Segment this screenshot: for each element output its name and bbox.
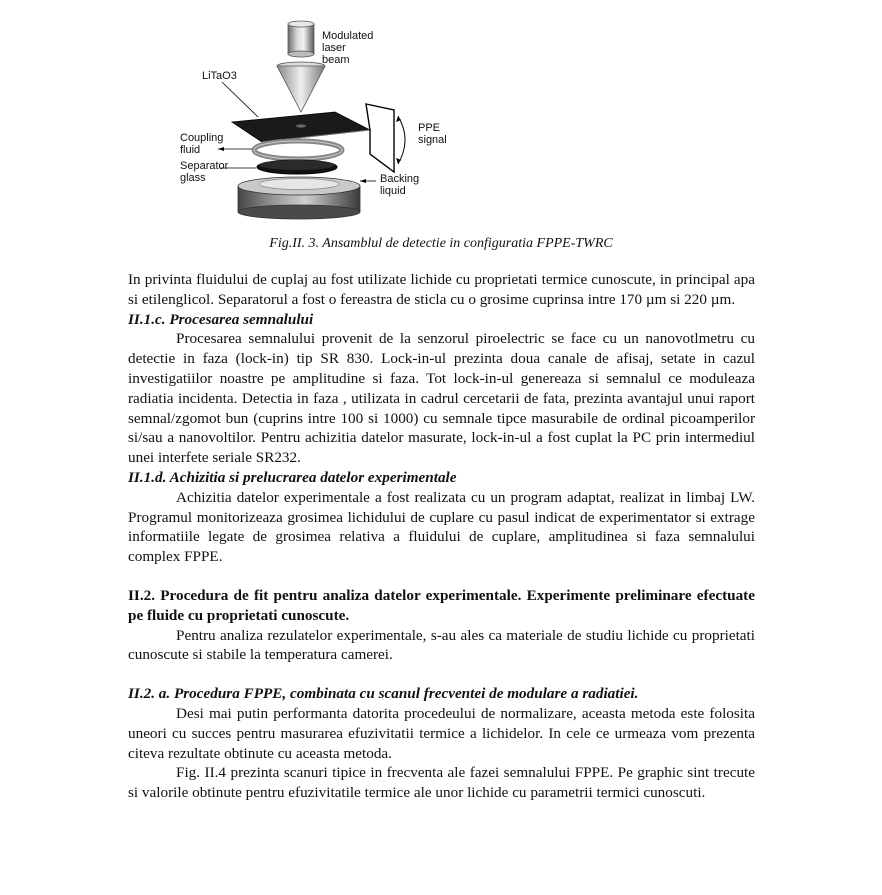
laser-beam-cone [277,66,325,112]
coupling-fluid-label: Coupling fluid [180,132,224,156]
figure-caption: Fig.II. 3. Ansamblul de detectie in configuratia FPPE-TWRC [269,236,613,251]
paragraph-fppe-procedure: Desi mai putin performanta datorita procedeului de normalizare, aceasta metoda este folosita uneori cu succes pentru masurarea efuzivitatii termice a lichidelor. In cele ce urmeaza vom prezenta citeva rezultate obtinute cu aceasta metoda. [128,704,755,762]
paragraph-fig-ii4: Fig. II.4 prezinta scanuri tipice in frecventa ale fazei semnalului FPPE. Pe graphic sint trecute si valorile obtinute pentru efuzivitatile termice ale unor lichide cu parametrii termici cunoscuti. [128,764,755,802]
paragraph-signal-processing: Procesarea semnalului provenit de la senzorul piroelectric se face cu un nanovotlmetru cu detectie in faza (lock-in) tip SR 830. Lock-in-ul prezinta doua canale de afisaj, setate in cazul investigatiilor noastre pe amplitudine si faza. Tot lock-in-ul genereaza si semnalul ce moduleaza radiatia incidenta. Detectia in faza , utilizata in cadrul cercetarii de fata, prezinta avantajul unui raport semnal/zgomot bun (cuprins intre 100 si 1000) cu semnale tipce masurabile de ordinal picoamperilor si/sau a nanovoltilor. Pentru achizitia datelor masurate, lock-in-ul a fost cuplat la PC prin intermediul unei interfete seriale SR232. [128,330,755,467]
ppe-signal-circuit [366,104,394,172]
detection-assembly-diagram [170,18,470,223]
modulated-laser-beam-label: Modulated laser beam [322,30,374,66]
laser-source [288,24,314,54]
detection-assembly-figure [170,18,470,223]
paragraph-fit-procedure: Pentru analiza rezulatelor experimentale, s-au ales ca materiale de studiu lichide cu proprietati cunoscute si stabile la temperatura camerei. [128,626,755,664]
section-heading-data-acquisition: II.1.d. Achizitia si prelucrarea datelor experimentale [128,468,457,486]
litao3-label: LiTaO3 [202,70,237,82]
ppe-signal-label: PPE signal [418,122,447,146]
separator-glass-label: Separator glass [180,160,229,184]
section-heading-signal-processing: II.1.c. Procesarea semnalului [128,310,314,328]
paragraph-data-acquisition: Achizitia datelor experimentale a fost realizata cu un program adaptat, realizat in limbaj LW. Programul monitorizeaza grosimea lichidului de cuplare cu pasul indicat de experimentator si extrage informatiile legate de grosimea relativa a fluidului de cuplare, amplitudinea si faza semnalului complex FPPE. [128,488,755,566]
section-heading-fit-procedure: II.2. Procedura de fit pentru analiza datelor experimentale. Experimente preliminare efectuate pe fluide cu proprietati cunoscute. [128,586,755,624]
backing-liquid-label: Backing liquid [380,173,420,197]
body-text [128,270,755,803]
paragraph-coupling-fluid: In privinta fluidului de cuplaj au fost utilizate lichide cu proprietati termice cunoscute, in principal apa si etilenglicol. Separatorul a fost o fereastra de sticla cu o grosime cuprinsa intre 170 µm si 220 µm. [128,271,755,308]
section-heading-fppe-procedure: II.2. a. Procedura FPPE, combinata cu scanul frecventei de modulare a radiatiei. [128,685,639,703]
